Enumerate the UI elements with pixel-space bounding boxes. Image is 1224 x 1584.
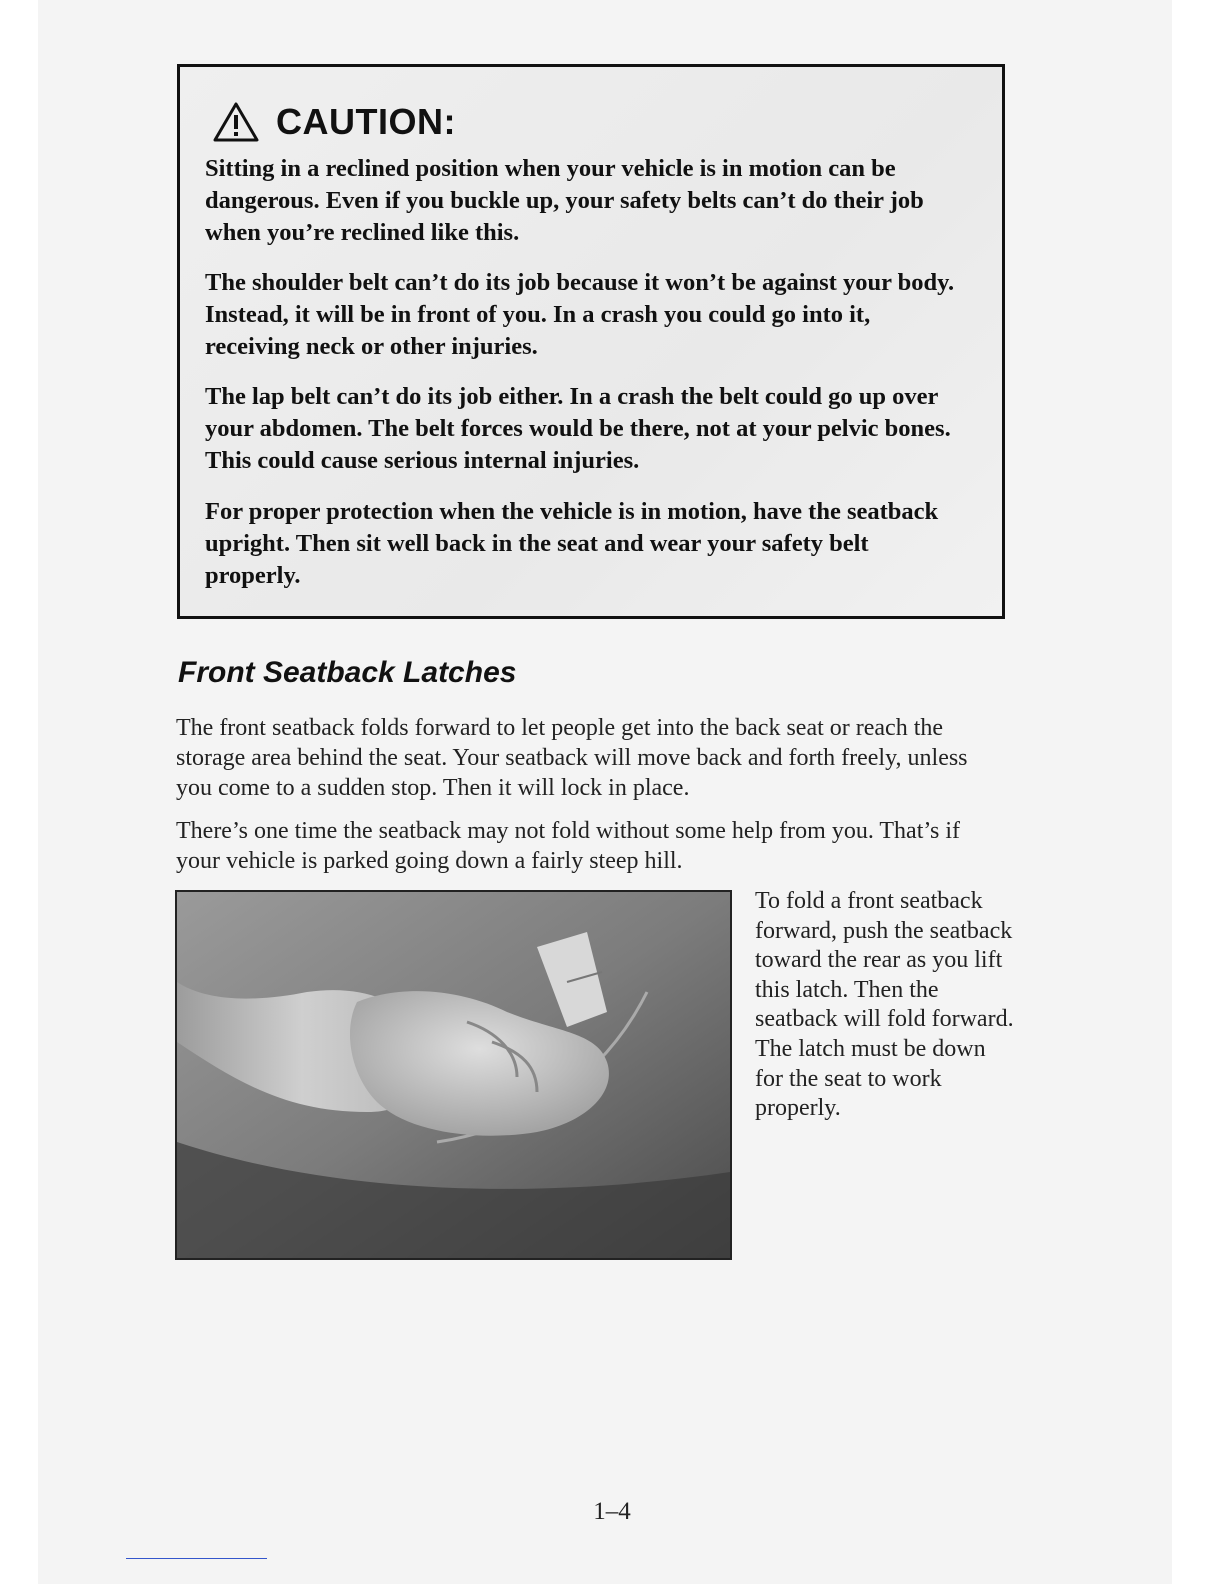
page-number: 1–4 [593, 1498, 631, 1525]
caution-heading-text: CAUTION: [276, 101, 456, 142]
seatback-latch-illustration [177, 892, 730, 1258]
caution-paragraph-1: Sitting in a reclined position when your vehicle is in motion can be dangerous. Even if you buckle up, your safety belts can’t do their job when you’re reclined like this. [205, 155, 924, 246]
caution-paragraph-2: The shoulder belt can’t do its job because it won’t be against your body. Instead, it will be in front of you. In a crash you could go into it, receiving neck or other injuries. [205, 269, 955, 360]
body-paragraph-1: The front seatback folds forward to let people get into the back seat or reach the storage area behind the seat. Your seatback will move back and forth freely, unless you come to a sudden stop. Then it will lock in place. [176, 715, 968, 801]
caution-paragraph-3: The lap belt can’t do its job either. In a crash the belt could go up over your abdomen. The belt forces would be there, not at your pelvic bones. This could cause serious internal injuries. [205, 383, 951, 474]
caution-paragraph-4: For proper protection when the vehicle is in motion, have the seatback upright. Then sit well back in the seat and wear your safety belt properly. [205, 498, 939, 589]
seatback-latch-photo [175, 890, 732, 1260]
footer-rule [126, 1558, 267, 1559]
caution-box [177, 64, 1005, 619]
warning-triangle-icon [212, 101, 260, 143]
body-paragraph-2: There’s one time the seatback may not fold without some help from you. That’s if your vehicle is parked going down a fairly steep hill. [176, 818, 961, 874]
caution-heading [212, 101, 456, 143]
photo-caption: To fold a front seatback forward, push the seatback toward the rear as you lift this latch. Then the seatback will fold forward. The latch must be down for the seat to work properly. [755, 888, 1014, 1122]
section-title: Front Seatback Latches [178, 656, 517, 689]
